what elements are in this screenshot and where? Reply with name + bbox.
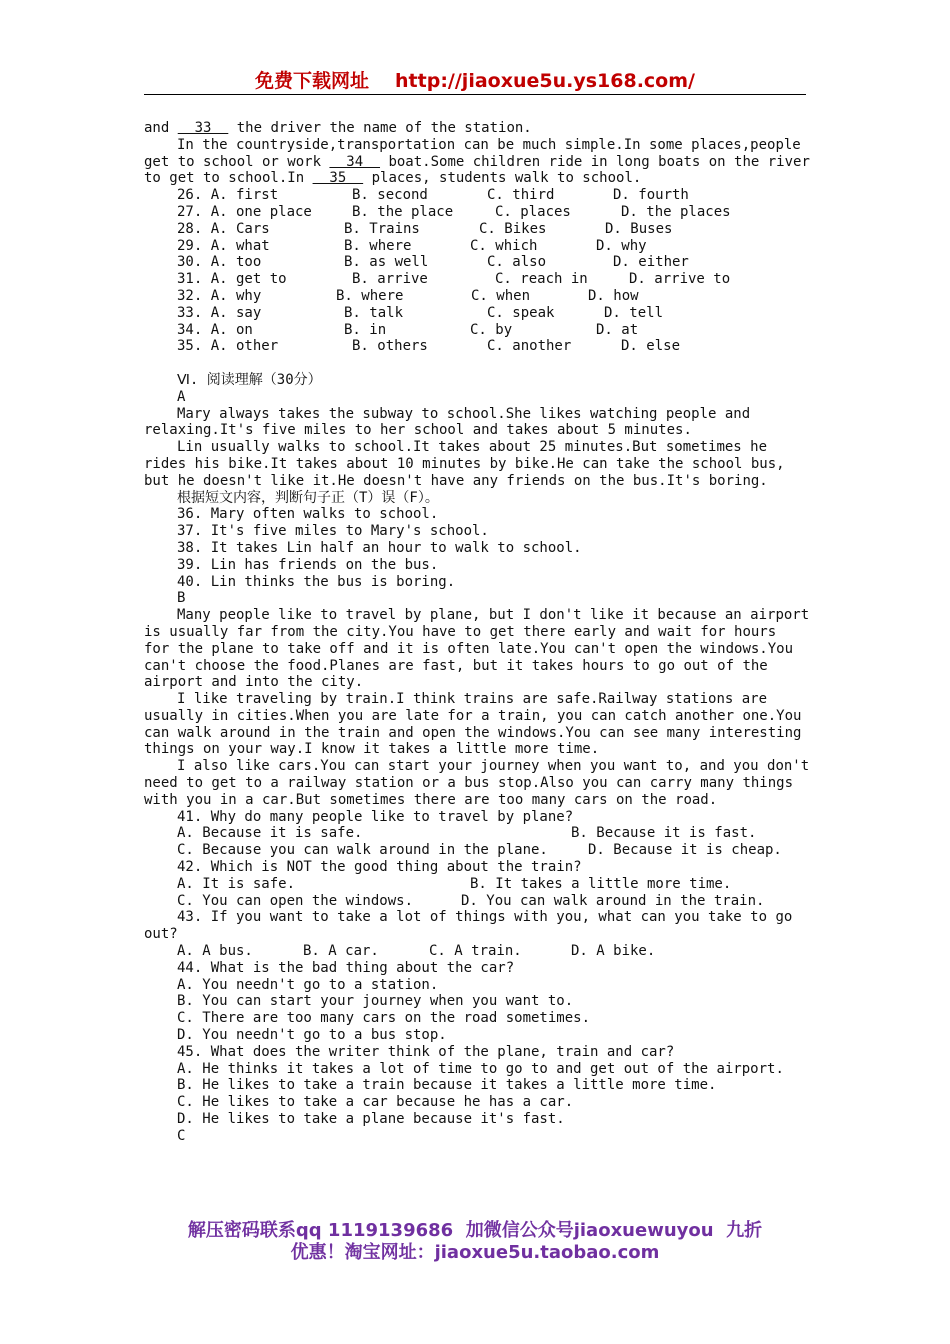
passage-a-line: but he doesn't like it.He doesn't have any friends on the bus.It's boring. [144,472,768,489]
option-row: 30. A. too B. as well C. also D. either [177,254,689,271]
option: B. He likes to take a train because it takes a little more time. [177,1077,717,1094]
passage-b-line: I also like cars.You can start your journey when you want to, and you don't [177,758,810,775]
footer-line-1: 解压密码联系qq 1119139686 加微信公众号jiaoxuewuyou 九折 [187,1220,763,1241]
options-row: C. Because you can walk around in the plane. D. Because it is cheap. [177,842,782,859]
passage-b-line: is usually far from the city.You have to get there early and wait for hours [144,623,777,640]
options-row: C. You can open the windows. D. You can walk around in the train. [177,892,765,909]
passage-b-line: can't choose the food.Planes are fast, but it takes hours to go out of the [144,657,768,674]
page-header [144,66,806,95]
options-row: A. A bus. B. A car. C. A train. D. A bike. [177,943,656,960]
statement: 36. Mary often walks to school. [177,506,439,523]
option-row: 33. A. say B. talk C. speak D. tell [177,304,664,321]
passage-b-line: can walk around in the train and open the windows.You can see many interesting [144,724,802,741]
section-title: Ⅵ. 阅读理解（30分） [177,371,322,388]
blank-34: 34 [329,153,381,170]
header-url[interactable]: http://jiaoxue5u.ys168.com/ [395,70,695,92]
question-43: 43. If you want to take a lot of things with you, what can you take to go [177,909,793,926]
option: A. He thinks it takes a lot of time to go to and get out of the airport. [177,1060,784,1077]
statement: 37. It's five miles to Mary's school. [177,523,489,540]
statement: 40. Lin thinks the bus is boring. [177,573,456,590]
passage-b-line: Many people like to travel by plane, but I don't like it because an airport [177,607,810,624]
passage-b-line: things on your way.I know it takes a little more time. [144,741,600,758]
question-42: 42. Which is NOT the good thing about the train? [177,859,582,876]
passage-b-line: usually in cities.When you are late for a train, you can catch another one.You [144,707,802,724]
option-row: 34. A. on B. in C. by D. at [177,321,639,338]
question-43-cont: out? [144,926,178,943]
cloze-line: In the countryside,transportation can be much simple.In some places,people [177,136,801,153]
options-row: A. Because it is safe. B. Because it is fast. [177,825,757,842]
cloze-line: get to school or work 34 boat.Some children ride in long boats on the river [144,153,810,170]
cloze-line: and 33 the driver the name of the station. [144,120,532,136]
passage-b-line: I like traveling by train.I think trains are safe.Railway stations are [177,691,768,708]
option-row: 31. A. get to B. arrive C. reach in D. arrive to [177,271,731,288]
question-41: 41. Why do many people like to travel by plane? [177,808,574,825]
cloze-line: to get to school.In 35 places, students walk to school. [144,170,642,187]
passage-b-label: B [177,590,186,607]
instruction: 根据短文内容，判断句子正（T）误（F）。 [177,489,439,506]
option: C. He likes to take a car because he has a car. [177,1094,574,1111]
blank-35: 35 [312,170,364,187]
option-row: 32. A. why B. where C. when D. how [177,287,639,304]
passage-b-line: need to get to a railway station or a bus stop.Also you can carry many things [144,775,794,792]
header-label: 免费下载网址 [255,70,370,92]
passage-b-line: with you in a car.But sometimes there are too many cars on the road. [144,791,718,808]
option-row: 27. A. one place B. the place C. places D. the places [177,203,731,220]
footer-line-2: 优惠！淘宝网址：jiaoxue5u.taobao.com [290,1242,660,1263]
passage-c-label: C [177,1127,186,1144]
option-row: 28. A. Cars B. Trains C. Bikes D. Buses [177,220,673,237]
option: A. You needn't go to a station. [177,976,439,993]
option-row: 35. A. other B. others C. another D. else [177,338,681,355]
options-row: A. It is safe. B. It takes a little more time. [177,875,732,892]
passage-a-line: relaxing.It's five miles to her school and takes about 5 minutes. [144,422,692,439]
cloze-options [144,187,814,355]
question-45: 45. What does the writer think of the plane, train and car? [177,1043,675,1060]
passage-a-line: Lin usually walks to school.It takes about 25 minutes.But sometimes he [177,439,768,456]
taobao-link[interactable]: jiaoxue5u.taobao.com [434,1242,660,1263]
option-row: 26. A. first B. second C. third D. fourth [177,187,689,204]
option-row: 29. A. what B. where C. which D. why [177,237,647,254]
statement: 38. It takes Lin half an hour to walk to school. [177,539,582,556]
blank-33: 33 [177,120,229,136]
statement: 39. Lin has friends on the bus. [177,556,439,573]
passage-a-label: A [177,388,186,405]
passage-a-line: rides his bike.It takes about 10 minutes by bike.He can take the school bus, [144,455,785,472]
passage-a-line: Mary always takes the subway to school.She likes watching people and [177,405,751,422]
option: D. You needn't go to a bus stop. [177,1027,447,1044]
document-body [144,120,814,1145]
option: B. You can start your journey when you want to. [177,993,574,1010]
question-44: 44. What is the bad thing about the car? [177,959,515,976]
page-footer [0,1220,950,1264]
option: D. He likes to take a plane because it's fast. [177,1111,565,1128]
option: C. There are too many cars on the road sometimes. [177,1010,591,1027]
passage-b-line: airport and into the city. [144,674,364,691]
passage-b-line: for the plane to take off and it is often late.You can't open the windows.You [144,640,794,657]
